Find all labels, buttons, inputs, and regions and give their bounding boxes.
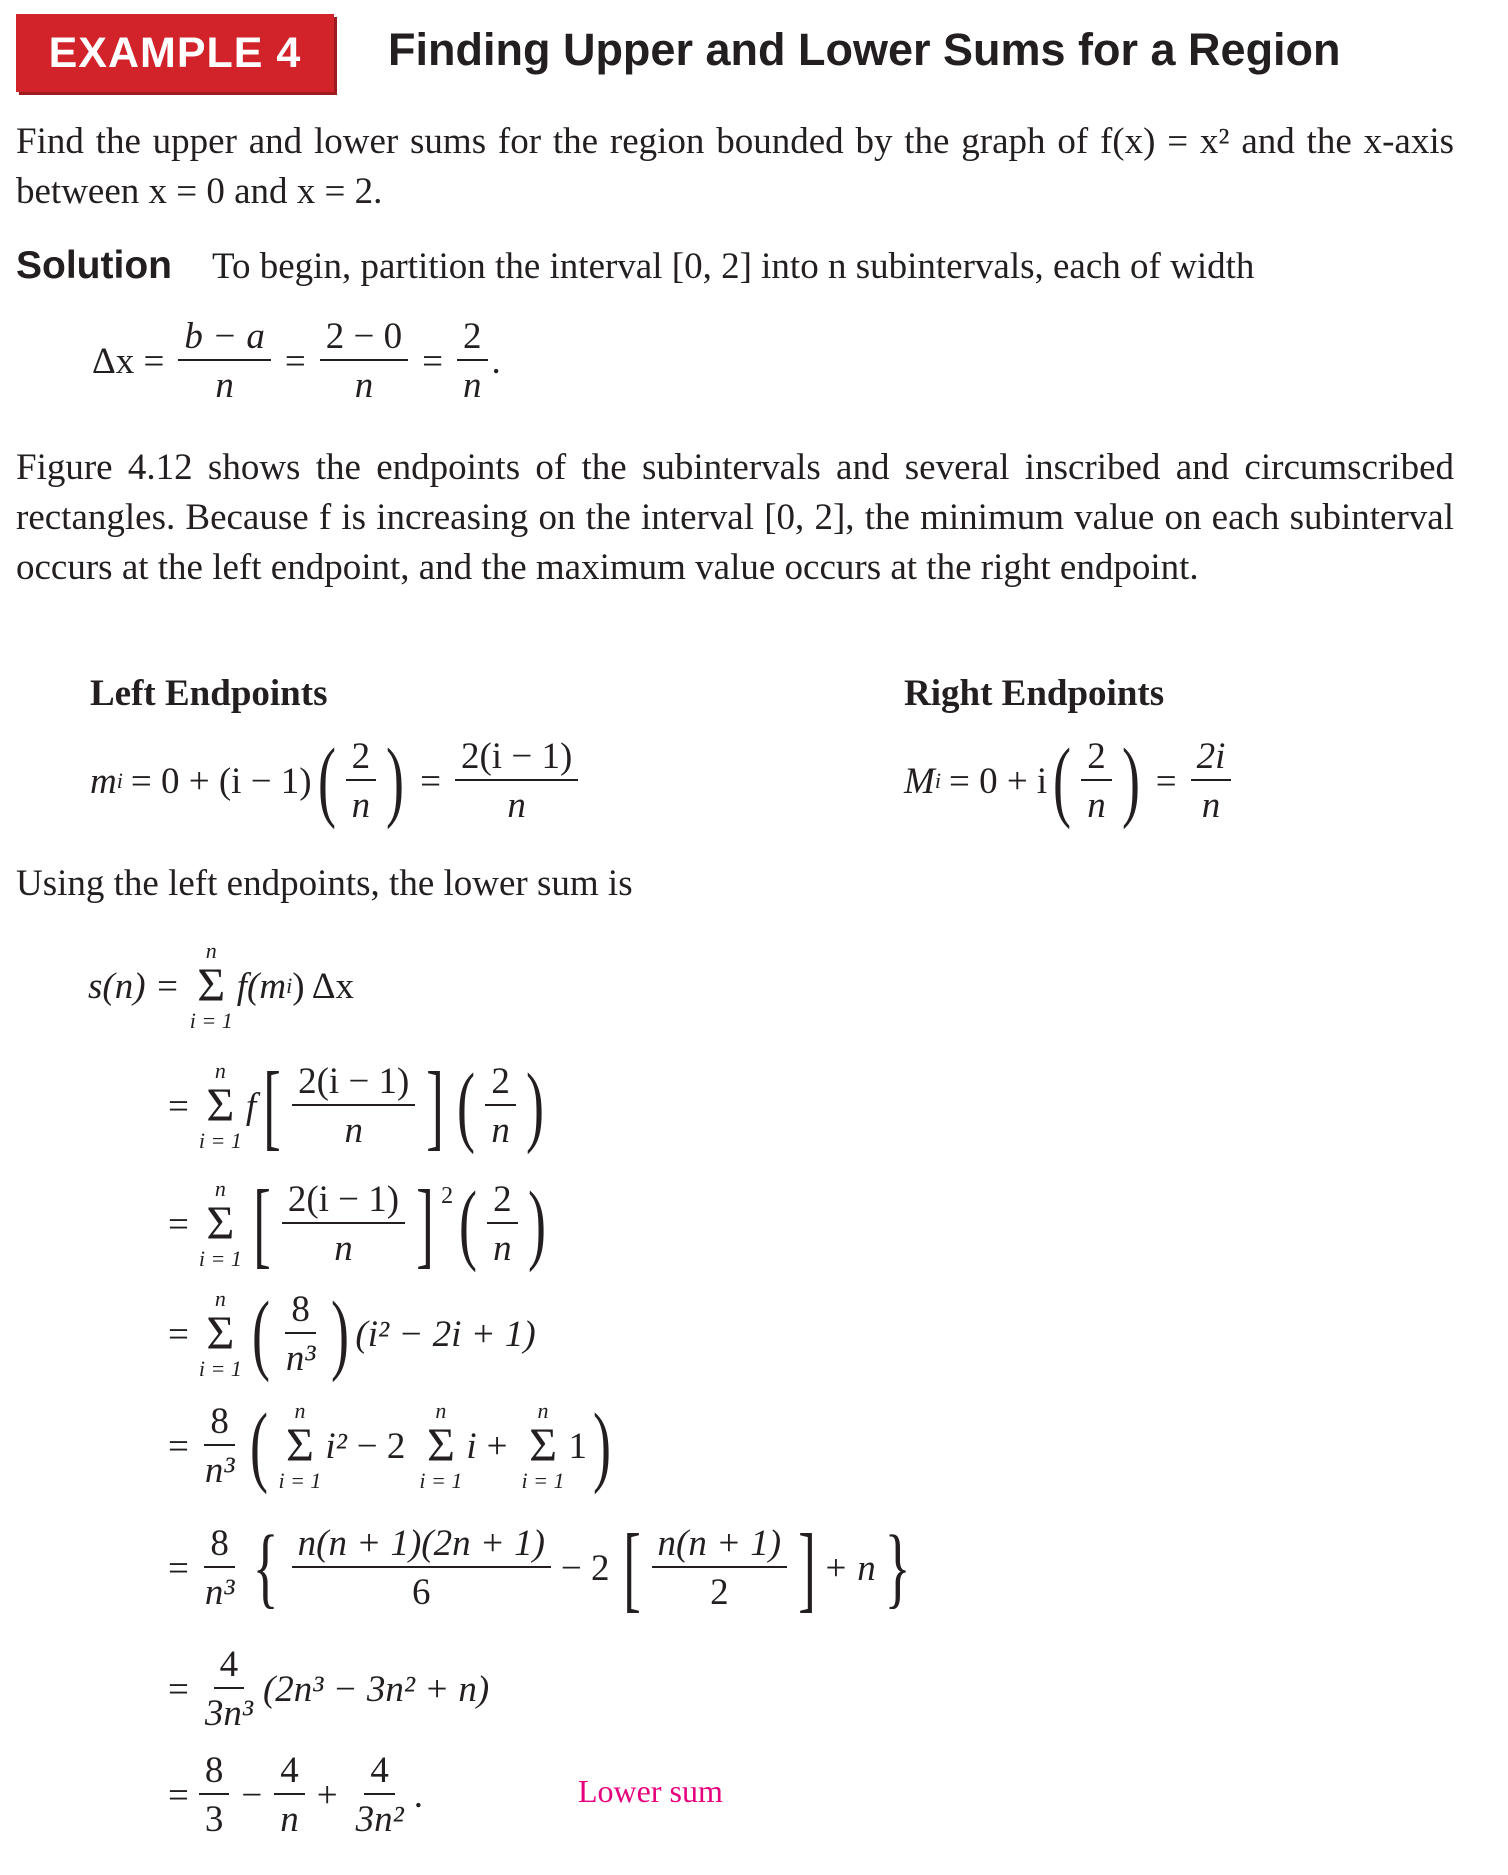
lower-sum-step-5 [168, 1396, 617, 1495]
lower-sum-step-2 [168, 1052, 550, 1159]
fraction-denominator: n [493, 1228, 512, 1269]
equals-sign: = [168, 1425, 189, 1467]
lower-sum-step-1: s(n) = n Σ i = 1 f(m i ) Δx [88, 938, 355, 1033]
close-paren: ) [525, 1056, 544, 1155]
close-paren: ) [593, 1396, 612, 1495]
step-6-coefficient [199, 1525, 241, 1611]
fraction-denominator: n [334, 1228, 353, 1269]
delta-x-equation [92, 318, 501, 404]
right-endpoint-result [1191, 738, 1232, 824]
lower-sum-note: Lower sum [578, 1773, 723, 1809]
step-3-fraction [282, 1181, 405, 1267]
equals-sign: = [168, 1203, 189, 1245]
lower-sum-step-8 [168, 1752, 423, 1838]
left-endpoint-formula [90, 731, 582, 830]
right-endpoint-paren-fraction [1081, 738, 1112, 824]
step-2-paren-fraction [485, 1063, 516, 1149]
upper-limit: n [214, 1286, 226, 1311]
fraction-numerator: 8 [204, 1403, 235, 1446]
figure-paragraph [16, 443, 1454, 593]
equals-sign: = [168, 1085, 189, 1127]
step-6-fraction-a [292, 1525, 551, 1611]
fraction-numerator: 2 [1081, 738, 1112, 781]
fraction-numerator: b − a [178, 318, 270, 361]
plus-sign: + [486, 1425, 508, 1467]
step-5-coefficient [199, 1403, 241, 1489]
summation-symbol: n Σ i = 1 [198, 1286, 242, 1381]
step-2-fraction [292, 1063, 415, 1149]
fraction-numerator: 2i [1191, 738, 1232, 781]
M-i-symbol: M [904, 760, 935, 802]
fraction-denominator: 3n³ [204, 1693, 253, 1734]
fraction-denominator: n [1087, 785, 1106, 826]
equals-sign: = [1155, 760, 1177, 802]
delta-x-lhs: Δx = [92, 340, 165, 382]
fraction-denominator: n [463, 365, 482, 406]
fraction-numerator: 2(i − 1) [282, 1181, 405, 1224]
minus-two: − 2 [356, 1425, 406, 1467]
minus-two: − 2 [560, 1547, 610, 1589]
period: . [491, 340, 501, 382]
equals-sign: = [168, 1774, 189, 1816]
problem-statement [16, 117, 1454, 217]
right-endpoint-formula [904, 731, 1235, 830]
left-endpoint-expression: = 0 + (i − 1) [130, 760, 312, 802]
upper-limit: n [205, 938, 217, 963]
lower-sum-step-6 [168, 1514, 919, 1621]
lower-limit: i = 1 [198, 1356, 242, 1381]
summation-symbol: n Σ i = 1 [198, 1176, 242, 1271]
sum-term-2: i [466, 1425, 477, 1467]
fraction-denominator: n [344, 1110, 363, 1151]
problem-text: Find the upper and lower sums for the region bounded by the graph of f(x) = x² and the x-axis between x = 0 and x = 2. [16, 121, 1454, 212]
lower-sum-step-3 [168, 1170, 552, 1277]
s-n-lhs: s(n) = [88, 965, 180, 1007]
sum-term-3: 1 [568, 1425, 588, 1467]
open-paren: ( [1053, 731, 1072, 830]
lower-limit: i = 1 [198, 1246, 242, 1271]
left-endpoints-heading: Left Endpoints [90, 673, 328, 714]
upper-limit: n [294, 1398, 306, 1423]
step-8-fraction-b [274, 1752, 305, 1838]
open-brace: { [253, 1518, 280, 1617]
fraction-numerator: 8 [285, 1291, 316, 1334]
summation-symbol: n Σ i = 1 [189, 938, 233, 1033]
equals-sign: = [168, 1668, 189, 1710]
fraction-numerator: 2 − 0 [320, 318, 408, 361]
upper-limit: n [214, 1176, 226, 1201]
fraction-numerator: 8 [199, 1752, 230, 1795]
fraction-denominator: n [491, 1110, 510, 1151]
equals-sign: = [168, 1313, 189, 1355]
fraction-numerator: 2(i − 1) [455, 738, 578, 781]
example-badge-label: EXAMPLE 4 [48, 28, 302, 77]
left-endpoint-result [455, 738, 578, 824]
open-paren: ( [459, 1174, 478, 1273]
lower-sum-step-4 [168, 1284, 536, 1383]
summation-symbol: n Σ i = 1 [278, 1398, 322, 1493]
open-bracket: [ [622, 1514, 641, 1621]
step-7-coefficient [199, 1646, 259, 1732]
solution-line [16, 241, 1254, 292]
delta-x-fraction-1 [178, 318, 270, 404]
fraction-denominator: 3 [204, 1799, 224, 1840]
open-paren: ( [317, 731, 336, 830]
fraction-numerator: 2 [487, 1181, 518, 1224]
fraction-denominator: n³ [285, 1338, 316, 1379]
plus-n: + n [823, 1547, 876, 1589]
fraction-denominator: 3n² [355, 1799, 404, 1840]
fraction-denominator: n [215, 365, 234, 406]
close-paren: ) [386, 731, 405, 830]
fraction-numerator: n(n + 1)(2n + 1) [292, 1525, 551, 1568]
figure-paragraph-text: Figure 4.12 shows the endpoints of the subintervals and several inscribed and circumscribed rectangles. Because f is increasing on the interval [0, 2], the minimum value on each subinterval occurs at the left endpoint, and the maximum value occurs at the right endpoint. [16, 447, 1454, 588]
close-paren: ) [331, 1284, 350, 1383]
step-7-tail: (2n³ − 3n² + n) [262, 1668, 490, 1710]
fraction-numerator: n(n + 1) [652, 1525, 788, 1568]
fraction-denominator: n [507, 785, 526, 826]
summation-symbol: n Σ i = 1 [521, 1398, 565, 1493]
solution-text: To begin, partition the interval [0, 2] into n subintervals, each of width [211, 246, 1255, 287]
open-paren: ( [457, 1056, 476, 1155]
step-1-body-end: ) Δx [292, 965, 355, 1007]
lower-limit: i = 1 [521, 1468, 565, 1493]
fraction-denominator: n [1201, 785, 1221, 826]
fraction-numerator: 2(i − 1) [292, 1063, 415, 1106]
equals-sign: = [422, 340, 444, 382]
lower-sum-intro: Using the left endpoints, the lower sum is [16, 863, 633, 904]
period: . [413, 1774, 423, 1816]
summation-symbol: n Σ i = 1 [198, 1058, 242, 1153]
close-paren: ) [527, 1174, 546, 1273]
upper-limit: n [435, 1398, 447, 1423]
lower-limit: i = 1 [189, 1008, 233, 1033]
example-title: Finding Upper and Lower Sums for a Region [388, 24, 1341, 75]
open-paren: ( [251, 1284, 270, 1383]
left-endpoint-paren-fraction [346, 738, 377, 824]
subscript: i [116, 768, 123, 793]
fraction-numerator: 2 [457, 318, 488, 361]
open-bracket: [ [253, 1170, 271, 1277]
delta-x-fraction-2 [320, 318, 408, 404]
step-8-fraction-c [350, 1752, 410, 1838]
example-badge [16, 14, 334, 92]
step-1-body: f(m [236, 965, 287, 1007]
fraction-numerator: 2 [485, 1063, 516, 1106]
step-3-paren-fraction [487, 1181, 518, 1267]
close-bracket: ] [426, 1052, 445, 1159]
right-endpoints-heading: Right Endpoints [904, 673, 1165, 714]
m-i-symbol: m [90, 760, 117, 802]
fraction-numerator: 4 [364, 1752, 395, 1795]
fraction-numerator: 4 [214, 1646, 245, 1689]
sum-term-1: i² [325, 1425, 347, 1467]
equals-sign: = [168, 1547, 189, 1589]
upper-limit: n [214, 1058, 226, 1083]
fraction-denominator: 2 [710, 1572, 729, 1613]
lower-limit: i = 1 [198, 1128, 242, 1153]
fraction-numerator: 4 [274, 1752, 305, 1795]
fraction-numerator: 2 [346, 738, 377, 781]
fraction-denominator: n [280, 1799, 299, 1840]
right-endpoint-expression: = 0 + i [948, 760, 1048, 802]
fraction-denominator: n [354, 365, 374, 406]
lower-limit: i = 1 [419, 1468, 463, 1493]
f-symbol: f [245, 1085, 257, 1127]
equals-sign: = [420, 760, 441, 802]
close-brace: } [884, 1518, 911, 1617]
plus-sign: + [316, 1774, 338, 1816]
solution-label: Solution [16, 244, 172, 287]
lower-sum-step-7 [168, 1646, 489, 1732]
fraction-denominator: 6 [412, 1572, 431, 1613]
exponent: 2 [441, 1183, 454, 1209]
close-bracket: ] [798, 1514, 816, 1621]
delta-x-fraction-3 [457, 318, 488, 404]
minus-sign: − [241, 1774, 263, 1816]
lower-limit: i = 1 [278, 1468, 322, 1493]
close-bracket: ] [416, 1170, 434, 1277]
step-8-fraction-a [199, 1752, 230, 1838]
close-paren: ) [1121, 731, 1140, 830]
step-4-paren-fraction [280, 1291, 322, 1377]
fraction-denominator: n³ [204, 1450, 235, 1491]
summation-symbol: n Σ i = 1 [419, 1398, 463, 1493]
step-4-tail: (i² − 2i + 1) [355, 1313, 536, 1355]
open-bracket: [ [263, 1052, 281, 1159]
upper-limit: n [537, 1398, 549, 1423]
equals-sign: = [284, 340, 306, 382]
step-6-fraction-b [652, 1525, 788, 1611]
fraction-denominator: n [351, 785, 371, 826]
fraction-numerator: 8 [204, 1525, 235, 1568]
open-paren: ( [250, 1396, 269, 1495]
subscript: i [934, 768, 941, 793]
fraction-denominator: n³ [204, 1572, 235, 1613]
